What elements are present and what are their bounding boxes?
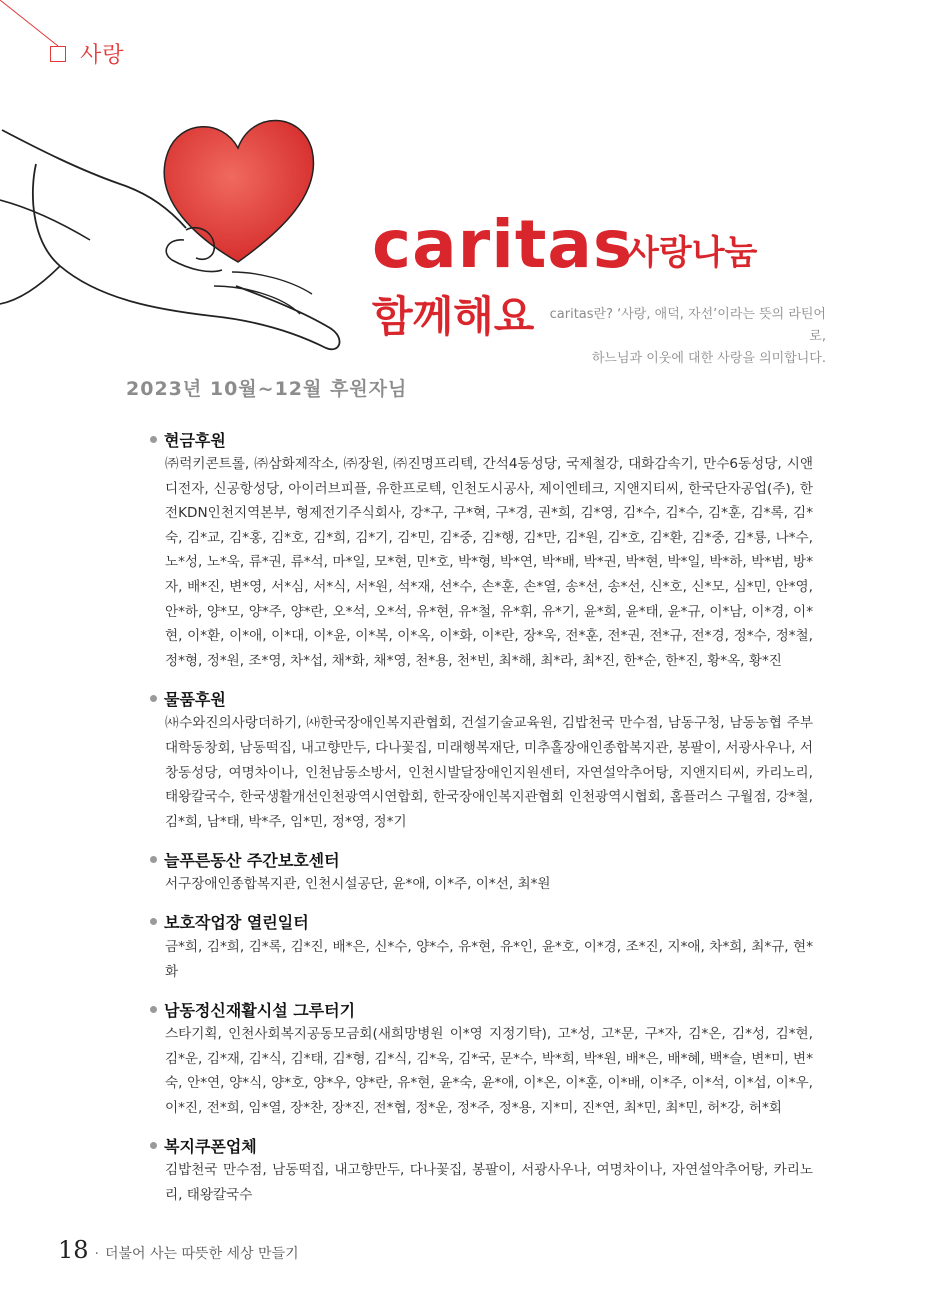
bullet-icon: [150, 1142, 157, 1149]
sponsor-list: [150, 426, 830, 1220]
group-day-care-center: [150, 846, 830, 897]
group-goods-donation: [150, 685, 830, 834]
group-title: 남동정신재활시설 그루터기: [164, 1000, 356, 1020]
group-mental-rehab-facility: [150, 996, 830, 1120]
caption-line-2: 하느님과 이웃에 대한 사랑을 의미합니다.: [591, 351, 826, 366]
bullet-icon: [150, 436, 157, 443]
group-body: ㈜럭키콘트롤, ㈜삼화제작소, ㈜장원, ㈜진명프리텍, 간석4동성당, 국제철강, 대화감속기, 만수6동성당, 시앤디전자, 신공항성당, 아이러브피플, 유한프로텍, 인천도시공사, 제이엔테크, 지앤지티씨, 한국단자공업(주), 한전KDN인천지역본부, 형제전기주식회사, 강*구, 구*혁, 구*경, 권*희, 김*영, 김*수, 김*수, 김*훈, 김*록, 김*숙, 김*교, 김*홍, 김*호, 김*희, 김*기, 김*민, 김*중, 김*행, 김*만, 김*원, 김*호, 김*환, 김*중, 김*룡, 나*수, 노*성, 노*욱, 류*권, 류*석, 마*일, 모*현, 민*호, 박*형, 박*연, 박*배, 박*권, 박*현, 박*일, 박*하, 박*범, 방*자, 배*진, 변*영, 서*심, 서*식, 서*원, 석*재, 선*수, 손*훈, 손*열, 송*선, 송*선, 신*호, 신*모, 심*민, 안*영, 안*하, 양*모, 양*주, 양*란, 오*석, 오*석, 유*현, 유*철, 유*휘, 유*기, 윤*희, 윤*태, 윤*규, 이*남, 이*경, 이*현, 이*환, 이*애, 이*대, 이*윤, 이*복, 이*옥, 이*화, 이*란, 장*욱, 전*훈, 전*권, 전*규, 전*경, 정*수, 정*철, 정*형, 정*원, 조*영, 차*섭, 채*화, 채*영, 천*용, 천*빈, 최*해, 최*라, 최*진, 한*순, 한*진, 황*옥, 황*진: [165, 456, 813, 669]
group-title: 늘푸른동산 주간보호센터: [164, 850, 340, 870]
sponsor-period-heading: 2023년 10월~12월 후원자님: [126, 378, 408, 400]
group-title: 물품후원: [164, 689, 226, 709]
caritas-caption: [536, 304, 826, 370]
footer-slogan: 더불어 사는 따뜻한 세상 만들기: [105, 1246, 299, 1262]
page-footer: [58, 1236, 299, 1264]
hand-holding-heart-illustration: [0, 90, 380, 380]
square-icon: [50, 46, 66, 62]
bullet-icon: [150, 918, 157, 925]
group-body: 김밥천국 만수점, 남동떡집, 내고향만두, 다나꽃집, 봉팔이, 서광사우나, 여명차이나, 자연설악추어탕, 카리노리, 태왕칼국수: [165, 1162, 813, 1204]
caption-line-1: caritas란? ‘사랑, 애덕, 자선’이라는 뜻의 라틴어로,: [549, 307, 826, 344]
group-title: 보호작업장 열린일터: [164, 913, 309, 933]
sharing-love-title: 사랑나눔: [626, 233, 758, 273]
group-cash-donation: [150, 426, 830, 673]
heart-icon: [164, 120, 313, 262]
section-tag: [50, 38, 125, 69]
bullet-icon: [150, 1006, 157, 1013]
section-label: 사랑: [80, 43, 125, 68]
together-title: 함께해요: [372, 292, 535, 341]
bullet-icon: [150, 856, 157, 863]
group-body: 서구장애인종합복지관, 인천시설공단, 윤*애, 이*주, 이*선, 최*원: [165, 876, 551, 893]
group-title: 복지쿠폰업체: [164, 1136, 257, 1156]
group-sheltered-workshop: [150, 909, 830, 984]
bullet-icon: [150, 695, 157, 702]
footer-separator: ·: [94, 1246, 99, 1262]
group-title: 현금후원: [164, 430, 226, 450]
page-number: 18: [58, 1236, 89, 1264]
group-body: 스타기획, 인천사회복지공동모금회(새희망병원 이*영 지정기탁), 고*성, 고*문, 구*자, 김*온, 김*성, 김*현, 김*운, 김*재, 김*식, 김*태, 김*형, 김*식, 김*욱, 김*국, 문*수, 박*희, 박*원, 배*은, 배*혜, 백*슬, 변*미, 변*숙, 안*연, 양*식, 양*호, 양*우, 양*란, 유*현, 윤*숙, 윤*애, 이*온, 이*훈, 이*배, 이*주, 이*석, 이*섭, 이*우, 이*진, 전*희, 임*열, 장*찬, 장*진, 전*협, 정*운, 정*주, 정*용, 지*미, 진*연, 최*민, 최*민, 허*강, 허*회: [165, 1026, 813, 1116]
group-body: ㈔수와진의사랑더하기, ㈔한국장애인복지관협회, 건설기술교육원, 김밥천국 만수점, 남동구청, 남동농협 주부대학동창회, 남동떡집, 내고향만두, 다나꽃집, 미래행복재단, 미추홀장애인종합복지관, 봉팔이, 서광사우나, 서창동성당, 여명차이나, 인천남동소방서, 인천시발달장애인지원센터, 자연설악추어탕, 지앤지티씨, 카리노리, 태왕칼국수, 한국생활개선인천광역시연합회, 한국장애인복지관협회 인천광역시협회, 홈플러스 구월점, 강*철, 김*희, 남*태, 박*주, 임*민, 정*영, 정*기: [165, 715, 813, 830]
group-welfare-coupon: [150, 1132, 830, 1207]
group-body: 금*희, 김*희, 김*록, 김*진, 배*은, 신*수, 양*수, 유*현, 유*인, 윤*호, 이*경, 조*진, 지*애, 차*희, 최*규, 현*화: [165, 938, 813, 980]
caritas-title: caritas: [372, 206, 634, 283]
